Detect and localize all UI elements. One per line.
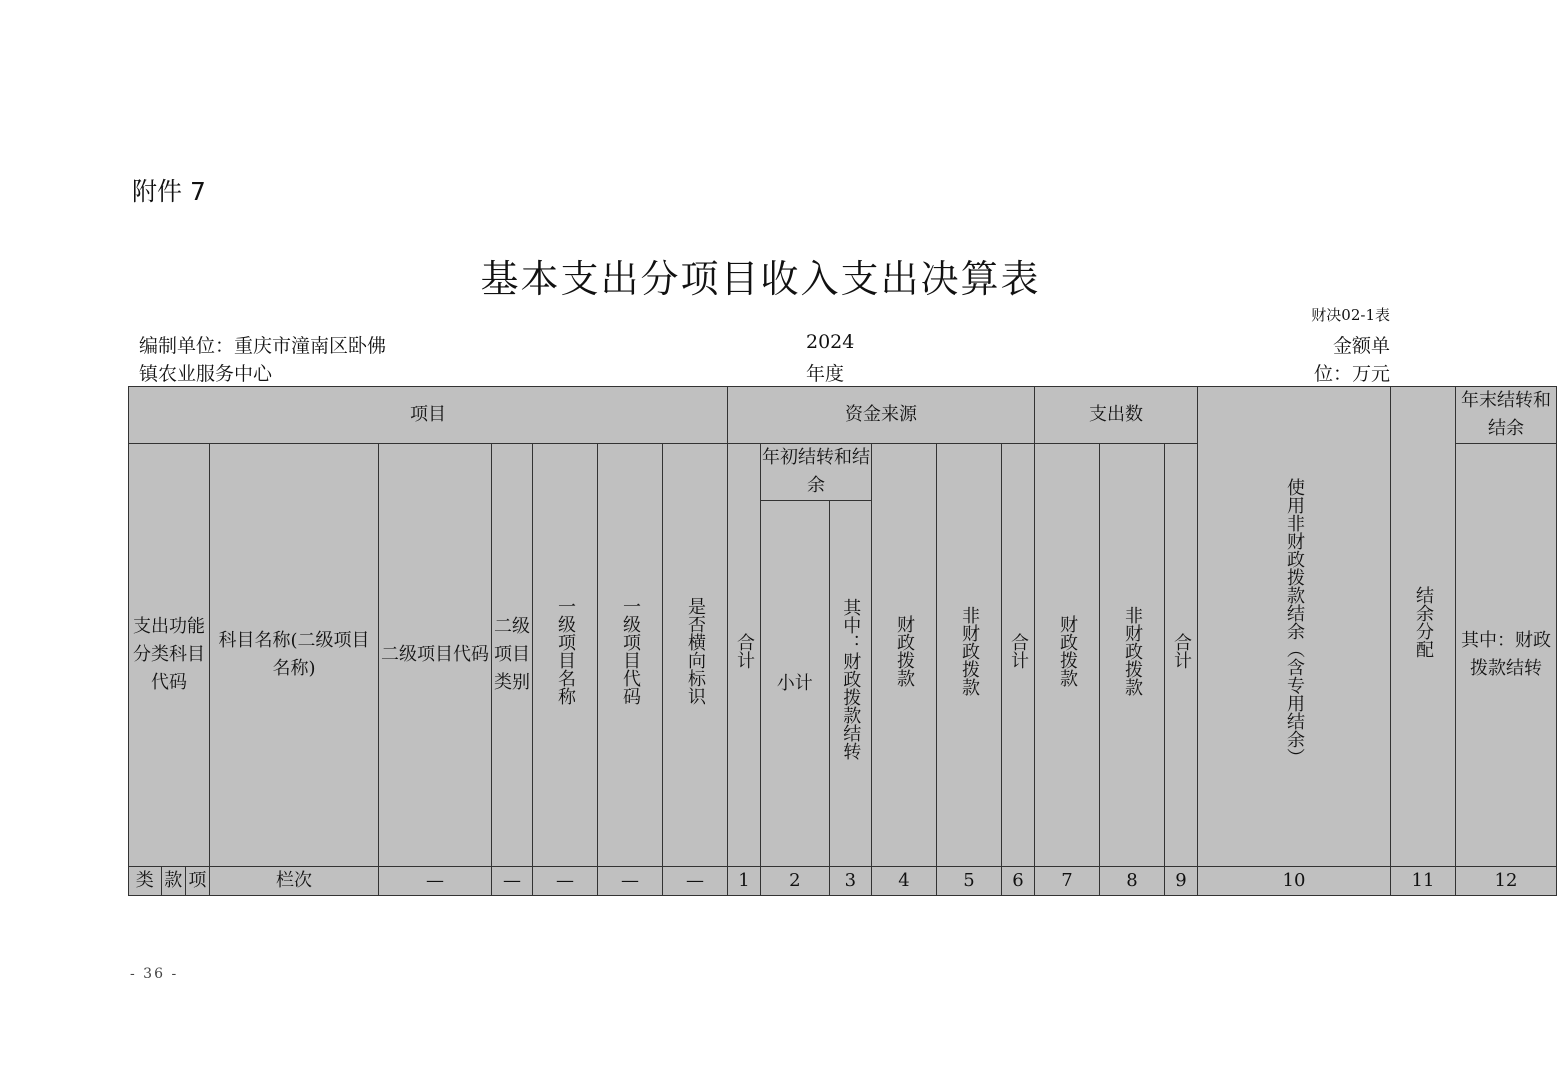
form-code: 财决02-1表 xyxy=(1311,306,1390,324)
header-project: 项目 xyxy=(129,387,728,444)
index-cell: 12 xyxy=(1456,867,1557,896)
index-cell: 5 xyxy=(937,867,1002,896)
index-cell: 7 xyxy=(1035,867,1100,896)
index-cell: — xyxy=(663,867,728,896)
header-non-fiscal-a: 非财政拨款 xyxy=(937,444,1002,867)
index-cell: 9 xyxy=(1165,867,1198,896)
year-line-1: 2024 xyxy=(806,331,855,353)
header-subject-name: 科目名称(二级项目名称) xyxy=(210,444,379,867)
index-cell: — xyxy=(379,867,492,896)
header-of-which-fiscal-carry: 其中：财政拨款结转 xyxy=(829,501,871,867)
header-fund-source: 资金来源 xyxy=(728,387,1035,444)
header-opening: 年初结转和结余 xyxy=(761,444,872,501)
header-func-code: 支出功能分类科目代码 xyxy=(129,444,210,867)
index-cell: — xyxy=(598,867,663,896)
header-l1-name: 一级项目名称 xyxy=(533,444,598,867)
header-total-a: 合计 xyxy=(728,444,761,867)
index-cell: 6 xyxy=(1002,867,1035,896)
header-l1-code: 一级项目代码 xyxy=(598,444,663,867)
index-cell: 2 xyxy=(761,867,830,896)
year-line-2: 年度 xyxy=(806,363,845,385)
page-number: - 36 - xyxy=(130,966,179,982)
index-cell: — xyxy=(533,867,598,896)
header-total-c: 合计 xyxy=(1165,444,1198,867)
unit-line-2: 镇农业服务中心 xyxy=(139,363,273,385)
header-use-non-fiscal: 使用非财政拨款结余（含专用结余） xyxy=(1198,387,1391,867)
header-fiscal-appropriation-a: 财政拨款 xyxy=(872,444,937,867)
header-year-end: 年末结转和结余 xyxy=(1456,387,1557,444)
index-cell: 类 xyxy=(129,867,162,896)
index-cell: 4 xyxy=(872,867,937,896)
index-cell: 11 xyxy=(1391,867,1456,896)
index-cell: 款 xyxy=(161,867,185,896)
amount-unit-line-1: 金额单 xyxy=(1332,335,1390,357)
amount-unit-line-2: 位：万元 xyxy=(1313,363,1390,385)
header-total-b: 合计 xyxy=(1002,444,1035,867)
index-cell: 10 xyxy=(1198,867,1391,896)
index-cell: 项 xyxy=(185,867,209,896)
page-title: 基本支出分项目收入支出决算表 xyxy=(480,257,1041,301)
budget-table xyxy=(128,386,1557,896)
index-cell: — xyxy=(492,867,533,896)
index-cell: 1 xyxy=(728,867,761,896)
header-l2-code: 二级项目代码 xyxy=(379,444,492,867)
header-horizontal-flag: 是否横向标识 xyxy=(663,444,728,867)
attachment-label: 附件 7 xyxy=(132,177,206,206)
header-balance-distribution: 结余分配 xyxy=(1391,387,1456,867)
header-fiscal-appropriation-b: 财政拨款 xyxy=(1035,444,1100,867)
index-cell: 3 xyxy=(829,867,871,896)
header-of-which-fiscal-carry-c: 其中：财政拨款结转 xyxy=(1456,444,1557,867)
header-expenditure: 支出数 xyxy=(1035,387,1198,444)
header-subtotal: 小计 xyxy=(761,501,830,867)
unit-line-1: 编制单位：重庆市潼南区卧佛 xyxy=(139,335,387,357)
header-non-fiscal-b: 非财政拨款 xyxy=(1100,444,1165,867)
header-l2-category: 二级项目类别 xyxy=(492,444,533,867)
index-cell: 8 xyxy=(1100,867,1165,896)
index-cell: 栏次 xyxy=(210,867,379,896)
